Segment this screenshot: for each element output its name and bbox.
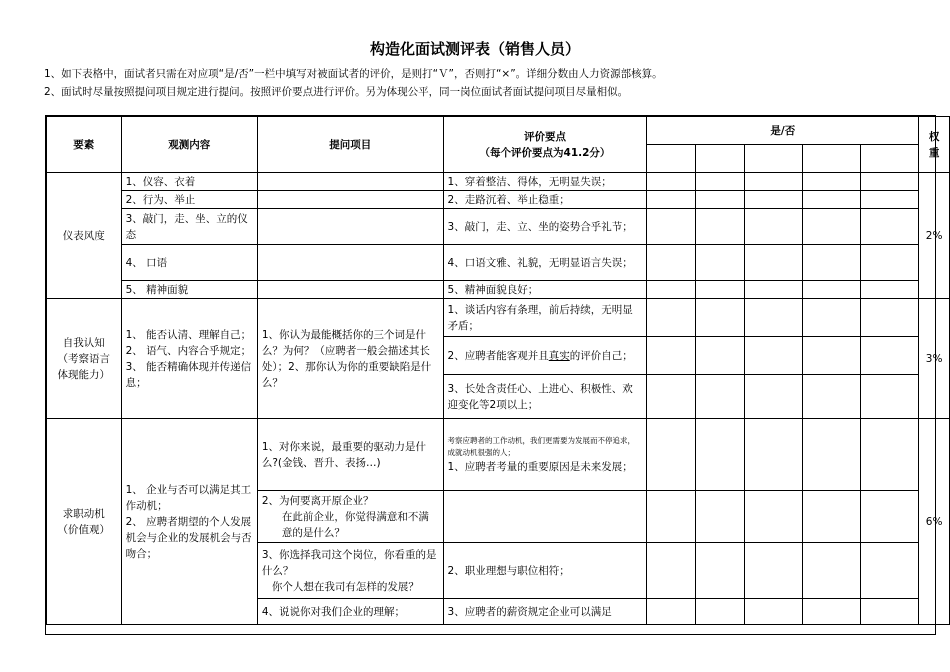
yes-no-cell[interactable]	[745, 145, 802, 173]
point-item	[443, 337, 647, 375]
point-underlined-text: 真实	[548, 349, 570, 362]
point-item: 5、精神面貌良好；	[443, 281, 647, 299]
question-subtext: 你个人想在我司有怎样的发展？	[271, 580, 419, 593]
element-self-awareness-line2: （考察语言	[57, 352, 111, 365]
yes-no-cell[interactable]	[745, 337, 802, 375]
yes-no-cell[interactable]	[860, 191, 918, 209]
yes-no-cell[interactable]	[745, 419, 802, 491]
question-cell[interactable]	[257, 209, 443, 245]
yes-no-cell[interactable]	[745, 543, 802, 599]
yes-no-cell[interactable]	[696, 543, 745, 599]
yes-no-cell[interactable]	[647, 543, 696, 599]
point-item: 3、长处含责任心、上进心、积极性、欢迎变化等2项以上；	[443, 375, 647, 419]
point-item	[443, 419, 647, 491]
content-item: 1、 企业与否可以满足其工作动机；	[125, 483, 252, 512]
question-item: 1、你认为最能概括你的三个词是什么？为何？（应聘者一般会描述其长处）；2、那你认为你的重要缺陷是什么？	[257, 299, 443, 419]
yes-no-cell[interactable]	[745, 173, 802, 191]
point-item: 1、穿着整洁、得体，无明显失误；	[443, 173, 647, 191]
yes-no-cell[interactable]	[647, 145, 696, 173]
yes-no-cell[interactable]	[745, 491, 802, 543]
yes-no-cell[interactable]	[802, 245, 860, 281]
yes-no-cell[interactable]	[860, 491, 918, 543]
question-cell[interactable]	[257, 191, 443, 209]
yes-no-cell[interactable]	[745, 281, 802, 299]
header-points-title: 评价要点	[523, 130, 566, 143]
yes-no-cell[interactable]	[860, 209, 918, 245]
yes-no-cell[interactable]	[647, 191, 696, 209]
yes-no-cell[interactable]	[860, 173, 918, 191]
yes-no-cell[interactable]	[745, 209, 802, 245]
point-item: 2、职业理想与职位相符；	[443, 543, 647, 599]
yes-no-cell[interactable]	[860, 419, 918, 491]
yes-no-cell[interactable]	[802, 281, 860, 299]
question-text: 2、为何要离开原企业？	[261, 494, 374, 507]
question-cell[interactable]	[257, 245, 443, 281]
yes-no-cell[interactable]	[696, 173, 745, 191]
header-weight	[919, 117, 950, 173]
element-self-awareness	[47, 299, 122, 419]
element-motivation-line2: （价值观）	[57, 523, 111, 536]
point-item: 3、敲门，走、立、坐的姿势合乎礼节；	[443, 209, 647, 245]
yes-no-cell[interactable]	[745, 245, 802, 281]
yes-no-cell[interactable]	[647, 299, 696, 337]
yes-no-cell[interactable]	[647, 245, 696, 281]
yes-no-cell[interactable]	[802, 419, 860, 491]
point-item: 3、应聘者的薪资规定企业可以满足	[443, 599, 647, 625]
content-list	[121, 419, 257, 625]
content-item: 3、敲门，走、坐、立的仪态	[121, 209, 257, 245]
yes-no-cell[interactable]	[802, 145, 860, 173]
content-list	[121, 299, 257, 419]
yes-no-cell[interactable]	[860, 337, 918, 375]
element-motivation	[47, 419, 122, 625]
yes-no-cell[interactable]	[860, 299, 918, 337]
yes-no-cell[interactable]	[860, 543, 918, 599]
question-cell[interactable]	[257, 173, 443, 191]
yes-no-cell[interactable]	[647, 173, 696, 191]
question-item: 4、说说你对我们企业的理解；	[257, 599, 443, 625]
yes-no-cell[interactable]	[696, 337, 745, 375]
yes-no-cell[interactable]	[860, 281, 918, 299]
question-item: 1、对你来说，最重要的驱动力是什么?(金钱、晋升、表扬…)	[257, 419, 443, 491]
point-item: 4、口语文雅、礼貌，无明显语言失误；	[443, 245, 647, 281]
yes-no-cell[interactable]	[860, 599, 918, 625]
point-item: 1、谈话内容有条理，前后持续，无明显矛盾；	[443, 299, 647, 337]
point-text: 2、应聘者能客观并且	[447, 349, 549, 362]
element-motivation-line1: 求职动机	[62, 507, 105, 520]
yes-no-cell[interactable]	[745, 599, 802, 625]
yes-no-cell[interactable]	[696, 299, 745, 337]
header-weight-line2: 重	[928, 146, 940, 159]
yes-no-cell[interactable]	[647, 599, 696, 625]
yes-no-cell[interactable]	[696, 245, 745, 281]
header-content: 观测内容	[121, 117, 257, 173]
point-text: 1、应聘者考量的重要原因是未来发展；	[447, 460, 633, 473]
point-note: 考察应聘者的工作动机，我们更需要为发展而不停追求，成就动机很强的人；	[447, 435, 636, 457]
content-item: 2、 语气、内容合乎规定；	[125, 344, 252, 357]
content-item: 1、仪容、衣着	[121, 173, 257, 191]
content-item: 1、 能否认清、理解自己；	[125, 328, 252, 341]
yes-no-cell[interactable]	[802, 543, 860, 599]
yes-no-cell[interactable]	[696, 209, 745, 245]
yes-no-cell[interactable]	[745, 191, 802, 209]
yes-no-cell[interactable]	[802, 191, 860, 209]
yes-no-cell[interactable]	[647, 491, 696, 543]
yes-no-cell[interactable]	[696, 145, 745, 173]
yes-no-cell[interactable]	[696, 375, 745, 419]
question-subtext: 在此前企业，你觉得满意和不满意的是什么？	[281, 510, 429, 539]
content-item: 2、行为、举止	[121, 191, 257, 209]
yes-no-cell[interactable]	[802, 299, 860, 337]
content-item: 3、 能否精确体现并传递信息；	[125, 360, 252, 389]
content-item: 4、 口语	[121, 245, 257, 281]
yes-no-cell[interactable]	[860, 245, 918, 281]
content-item: 5、 精神面貌	[121, 281, 257, 299]
yes-no-cell[interactable]	[647, 337, 696, 375]
instruction-note-2: 2、面试时尽量按照提问项目规定进行提问。按照评价要点进行评价。另为体现公平，同一岗位面试者面试提问项目尽量相似。	[44, 86, 629, 98]
yes-no-cell[interactable]	[802, 375, 860, 419]
header-question: 提问项目	[257, 117, 443, 173]
point-item: 2、走路沉着、举止稳重；	[443, 191, 647, 209]
header-points-subtitle: （每个评价要点为41.2分）	[479, 146, 611, 159]
element-self-awareness-line1: 自我认知	[62, 336, 105, 349]
element-appearance: 仪表风度	[47, 173, 122, 299]
element-self-awareness-line3: 体现能力）	[57, 368, 111, 381]
yes-no-cell[interactable]	[802, 491, 860, 543]
yes-no-cell[interactable]	[647, 375, 696, 419]
yes-no-cell[interactable]	[745, 299, 802, 337]
weight-appearance: 2%	[919, 173, 950, 299]
point-cell[interactable]	[443, 491, 647, 543]
yes-no-cell[interactable]	[802, 173, 860, 191]
question-text: 3、你选择我司这个岗位，你看重的是什么？	[261, 548, 437, 577]
yes-no-cell[interactable]	[696, 281, 745, 299]
yes-no-cell[interactable]	[860, 145, 918, 173]
yes-no-cell[interactable]	[860, 375, 918, 419]
instruction-note-1: 1、如下表格中，面试者只需在对应项“是/否”一栏中填写对被面试者的评价，是则打“Ｖ”，否则打“×”。详细分数由人力资源部核算。	[44, 68, 663, 80]
header-weight-line1: 权	[928, 130, 940, 143]
point-text: 的评价自己；	[569, 349, 633, 362]
question-item	[257, 491, 443, 543]
yes-no-cell[interactable]	[696, 599, 745, 625]
weight-motivation: 6%	[919, 419, 950, 625]
yes-no-cell[interactable]	[647, 419, 696, 491]
content-item: 2、 应聘者期望的个人发展机会与企业的发展机会与否吻合；	[125, 515, 252, 560]
weight-self-awareness: 3%	[919, 299, 950, 419]
header-element: 要素	[47, 117, 122, 173]
yes-no-cell[interactable]	[802, 599, 860, 625]
yes-no-cell[interactable]	[647, 281, 696, 299]
header-yes-no: 是/否	[647, 117, 919, 145]
yes-no-cell[interactable]	[745, 375, 802, 419]
yes-no-cell[interactable]	[802, 209, 860, 245]
yes-no-cell[interactable]	[802, 337, 860, 375]
yes-no-cell[interactable]	[696, 191, 745, 209]
page-title: 构造化面试测评表（销售人员）	[369, 40, 580, 58]
yes-no-cell[interactable]	[647, 209, 696, 245]
question-item	[257, 543, 443, 599]
yes-no-cell[interactable]	[696, 491, 745, 543]
question-cell[interactable]	[257, 281, 443, 299]
header-points	[443, 117, 647, 173]
yes-no-cell[interactable]	[696, 419, 745, 491]
evaluation-table	[46, 116, 950, 625]
